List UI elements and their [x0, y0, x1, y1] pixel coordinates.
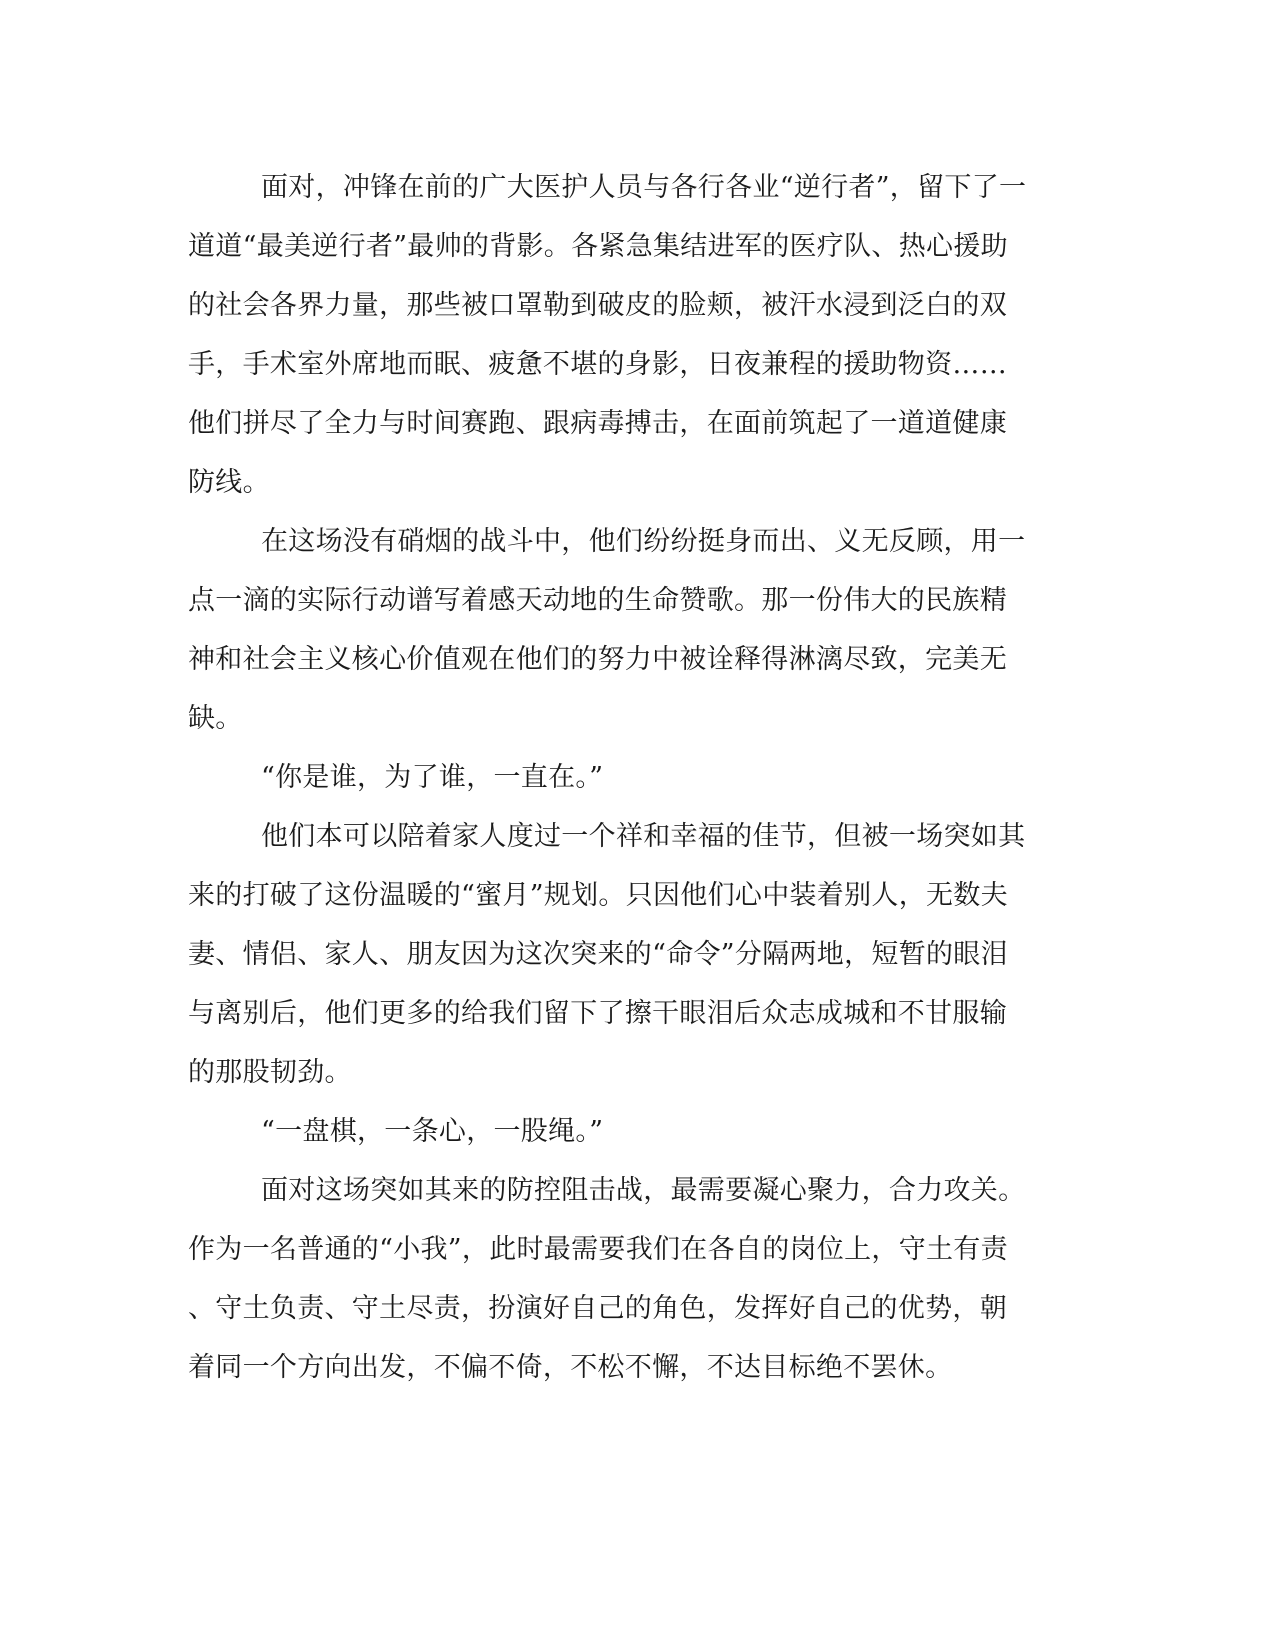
- quote-line: “一盘棋，一条心，一股绳。”: [261, 1116, 604, 1147]
- text-line: 面对这场突如其来的防控阻击战，最需要凝心聚力，合力攻关。: [261, 1175, 1026, 1206]
- text-line: 点一滴的实际行动谱写着感天动地的生命赞歌。那一份伟大的民族精: [188, 585, 1007, 616]
- quote-line: “你是谁，为了谁，一直在。”: [261, 762, 604, 793]
- text-line: 手，手术室外席地而眠、疲惫不堪的身影，日夜兼程的援助物资……: [188, 349, 1007, 380]
- text-line: 在这场没有硝烟的战斗中，他们纷纷挺身而出、义无反顾，用一: [261, 526, 1026, 557]
- text-line: 神和社会主义核心价值观在他们的努力中被诠释得淋漓尽致，完美无: [188, 644, 1007, 675]
- text-line: 他们拼尽了全力与时间赛跑、跟病毒搏击，在面前筑起了一道道健康: [188, 408, 1007, 439]
- text-line: 着同一个方向出发，不偏不倚，不松不懈，不达目标绝不罢休。: [188, 1352, 953, 1383]
- text-line: 作为一名普通的“小我”，此时最需要我们在各自的岗位上，守土有责: [188, 1234, 1008, 1265]
- text-line: 他们本可以陪着家人度过一个祥和幸福的佳节，但被一场突如其: [261, 821, 1026, 852]
- text-line: 面对，冲锋在前的广大医护人员与各行各业“逆行者”，留下了一: [261, 172, 1027, 203]
- text-line: 与离别后，他们更多的给我们留下了擦干眼泪后众志成城和不甘服输: [188, 998, 1007, 1029]
- text-line: 、守土负责、守土尽责，扮演好自己的角色，发挥好自己的优势，朝: [188, 1293, 1007, 1324]
- document-body: [188, 158, 1078, 1397]
- text-line: 道道“最美逆行者”最帅的背影。各紧急集结进军的医疗队、热心援助: [188, 231, 1008, 262]
- text-line: 缺。: [188, 703, 243, 734]
- text-line: 的那股韧劲。: [188, 1057, 352, 1088]
- text-line: 防线。: [188, 467, 270, 498]
- text-line: 来的打破了这份温暖的“蜜月”规划。只因他们心中装着别人，无数夫: [188, 880, 1008, 911]
- text-line: 妻、情侣、家人、朋友因为这次突来的“命令”分隔两地，短暂的眼泪: [188, 939, 1008, 970]
- text-line: 的社会各界力量，那些被口罩勒到破皮的脸颊，被汗水浸到泛白的双: [188, 290, 1007, 321]
